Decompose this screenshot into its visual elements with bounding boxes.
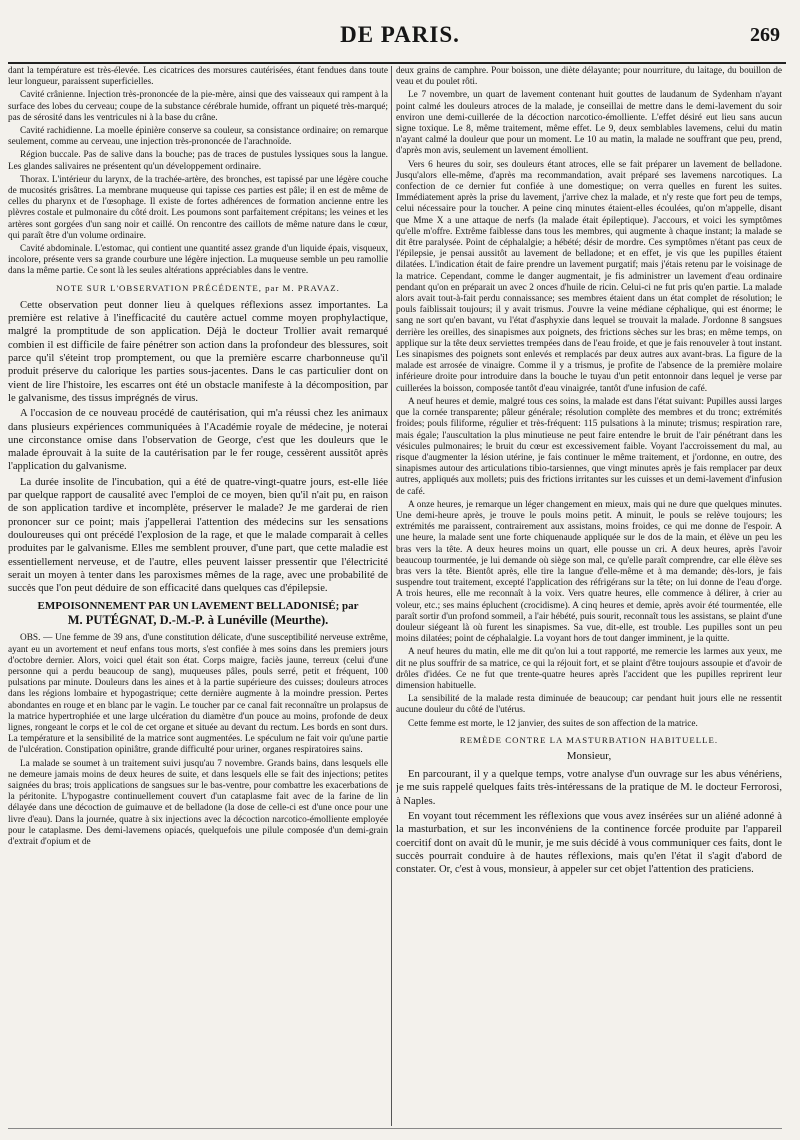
salutation: Monsieur,	[566, 749, 612, 762]
paragraph: En parcourant, il y a quelque temps, votre analyse d'un ouvrage sur les abus vénériens, je me suis rappelé quelques faits très-intéressans de la pratique de M. le docteur Ferrorosi, à Naples.	[396, 769, 782, 807]
paragraph: Cette femme est morte, le 12 janvier, des suites de son affection de la matrice.	[408, 718, 698, 729]
paragraph: A onze heures, je remarque un léger changement en mieux, mais qui ne dure que quelques minutes. Une demi-heure après, je trouve le pouls moins petit. A minuit, le pouls se relève toujours; les extrémités me paraissent, contrairement aux assistans, moins froides, ce qui me donne de l'espoir. A une heure, la malade sent une forte chiquenaude appliquée sur le dos de la main, et élève un peu les bras vers la tête. A deux heures moins un quart, elle pousse un cri. A deux heures, après l'avoir beaucoup tourmentée, je lui demande où siège son mal, ce qu'elle paraît comprendre, car elle élève ses bras vers la tête. Bientôt après, elle tire la langue d'elle-même et à ma demande; dès-lors, je fais suspendre tout traitement, excepté l'application des réfrigérans sur la tête; on lui donne de l'eau d'orge. A trois heures, elle me reconnaît à la voix. Vers quatre heures, elle commence à délirer, à crier au voleur, etc.; ses mains épluchent (crocidisme). A cinq heures et demie, après avoir été tourmentée, elle paraît sortir d'un profond sommeil, a l'air hébété, puis sourit, reconnaît tous les assistans, se plaint d'une douleur siégeant là où furent les sinapismes. Sa vue, dit-elle, est trouble. Les pupilles sont un peu moins dilatées; point de céphalalgie. La voyant hors de tout danger imminent, je la quitte.	[396, 499, 782, 645]
paragraph: A neuf heures et demie, malgré tous ces soins, la malade est dans l'état suivant: Pupilles aussi larges que la cornée transparente; pâleur générale; résolution complète des membres et du tronc; extrémités froides; pouls filiforme, régulier et très-fréquent: 115 pulsations à la minute; trismus; respiration rare, mais égale; l'auscultation la plus minutieuse ne peut faire entendre le bruit de l'air pénétrant dans les vésicules pulmonaires; le bruit du cœur est excessivement faible. Voyant l'accroissement du mal, au risque d'augmenter la lésion utérine, je fais continuer le même traitement, et j'ordonne, en outre, des sinapismes autour des articulations tibio-tarsiennes, que vingt minutes après je fais remplacer par deux autres, appliqués aux mollets; puis des frictions irritantes sur les cuisses et un demi-lavement d'infusion de café.	[396, 396, 782, 497]
paragraph: Thorax. L'intérieur du larynx, de la trachée-artère, des bronches, est tapissé par une légère couche de mucosités grisâtres. La membrane muqueuse qui tapisse ces parties est pâle; il en est de même de celles du pharynx et de l'œsophage. Il existe de fortes adhérences de formation ancienne entre les plèvres costale et pulmonaire du côté droit. Les poumons sont parfaitement crépitans; les veines et les artères sont gorgées d'un sang noir et caillé. On rencontre des caillots de même nature dans le cœur, qui paraît être d'un volume ordinaire.	[8, 174, 388, 241]
bottom-rule	[8, 1128, 782, 1129]
paragraph: dant la température est très-élevée. Les cicatrices des morsures cautérisées, étant fendues dans toute leur longueur, paraissent superficielles.	[8, 66, 388, 88]
paragraph: Région buccale. Pas de salive dans la bouche; pas de traces de pustules lyssiques sous la langue. Les glandes salivaires ne présentent qu'un développement ordinaire.	[8, 150, 388, 172]
paragraph: Cavité crânienne. Injection très-prononcée de la pie-mère, ainsi que des vaisseaux qui rampent à la surface des lobes du cerveau; coupe de la substance cérébrale humide, offrant un piqueté très-marqué; pas de sérosité dans les ventricules ni à la base du crâne.	[8, 90, 388, 123]
paragraph: A neuf heures du matin, elle me dit qu'on lui a tout rapporté, me remercie les larmes aux yeux, me dit ne plus souffrir de sa matrice, ce qui la réjouit fort, et se plaint d'être toujours assoupie et d'avoir de drôles d'idées. Ce ne fut que trente-quatre heures après l'accident que les pupilles reprirent leur dimension habituelle.	[396, 647, 782, 691]
article-author: M. PUTÉGNAT, D.-M.-P. à Lunéville (Meurthe).	[67, 613, 329, 628]
paragraph: A l'occasion de ce nouveau procédé de cautérisation, qui m'a réussi chez les animaux dans plusieurs expériences communiquées à l'Académie royale de médecine, je noterai une circonstance omise dans l'observation de George, c'est que les douleurs que le malade éprouvait à la suite de la cautérisation par le fer rouge, cessèrent aussitôt après l'application du galvanisme.	[8, 408, 388, 473]
paragraph: OBS. — Une femme de 39 ans, d'une constitution délicate, d'une susceptibilité nerveuse extrême, ayant eu un avortement et neuf enfans tous morts, s'est confiée à mes soins dans les premiers jours d'octobre dernier. Alors, voici quel était son état. Corps maigre, faciès jaune, terreux (celui d'une personne qui a perdu beaucoup de sang), muqueuses pâles, pouls serré, petit et fréquent, 100 pulsations par minute. Douleurs dans les aines et à la partie supérieure des cuisses; douleurs atroces dans les régions lombaire et hypogastrique; cette dernière augmente à la moindre pression. Pertes abondantes en rouge et en blanc par le vagin. Le toucher par ce canal fait reconnaître un prolapsus de la matrice hypertrophiée et une large ulcération du diamètre d'un pouce au moins, profonde de deux lignes, rongeant le corps et le col de cet organe et située au devant du rectum. Les bords en sont durs. La température et la sensibilité de la matrice sont augmentées. Le spéculum ne fait voir qu'une partie de l'ulcération. Constipation opiniâtre, grande difficulté pour uriner, organes respiratoires sains.	[8, 633, 388, 756]
paragraph: La durée insolite de l'incubation, qui a été de quatre-vingt-quatre jours, est-elle liée par quelque rapport de causalité avec l'emploi de ce moyen, bien qu'il n'ait pu, en raison de son application tardive et incomplète, préserver le malade? Je me garderai de rien prononcer sur ce point; mais j'appellerai l'attention des médecins sur les sensations douloureuses qui ont précédé l'explosion de la rage, et que le malade comparait à celles produites par le galvanisme. Elles me semblent prouver, d'une part, que cette maladie est essentiellement nerveuse, et de l'autre, elles peuvent laisser pressentir que l'électricité serait un moyen à tenter dans les paroxismes mêmes de la rage, avec une probabilité de succès que l'on peut déduire de son efficacité dans quelques cas d'épilepsie.	[8, 476, 388, 595]
article-title: EMPOISONNEMENT PAR UN LAVEMENT BELLADONISÉ; par	[37, 600, 359, 613]
paragraph: La malade se soumet à un traitement suivi jusqu'au 7 novembre. Grands bains, dans lesquels elle ne demeure jamais moins de deux heures de suite, et dans lesquels elle se fait des injections; petites saignées du bras; trois applications de sangsues sur le bas-ventre, pour combattre les exacerbations de la péritonite. L'hypogastre continuellement couvert d'un cataplasme fait avec de la farine de lin délayée dans une décoction de guimauve et de belladone (la dose de celle-ci est d'une once pour une livre d'eau). Dans la journée, quatre à six injections avec la décoction narcotico-émolliente employée pour le cataplasme. Des demi-lavemens opiacés, quelquefois une pilule composée d'un demi-grain d'extrait d'opium et de	[8, 758, 388, 848]
column-divider	[391, 66, 392, 1126]
paragraph: Vers 6 heures du soir, ses douleurs étant atroces, elle se fait préparer un lavement de belladone. Jusqu'alors elle-même, d'après ma recommandation, avait préparé ses lavemens narcotiques. La confection de ce dernier fut confiée à une domestique; on verra quelles en furent les suites. Immédiatement après la prise du lavement, j'arrive chez la malade, et n'y reste que fort peu de temps, celui nécessaire pour la toucher. A peine cinq minutes étaient-elles écoulées, qu'on m'appelle, disant que Mme X a une attaque de nerfs (la malade était épileptique). J'accours, et voici les symptômes qu'elle m'offre. Extrême faiblesse dans tous les membres, qui augmente à chaque instant; la malade se dit être paralysée. Point de céphalalgie; a hébété; désir de mordre. Ces symptômes n'étant pas ceux de l'épilepsie, je pensai aussitôt au lavement de belladone; et en effet, je vis que les pupilles étaient dilatées. L'indication était de faire prendre un lavement purgatif; mais j'étais retenu par le voisinage de la matrice. Cependant, comme le danger augmentait, je fis administrer un lavement d'eau ordinaire pendant qu'on en préparait un avec 2 onces d'huile de ricin. Celui-ci ne fut pris qu'en partie. La malade alors avait tout-à-fait perdu connaissance; ses membres étaient dans un état complet de résolution; le pouls faiblissait toujours; il y avait trismus. J'ouvre la veine médiane céphalique, qui est énorme; le sang ne sort qu'en bavant, vu l'état d'asphyxie dans lequel se trouvait la malade. J'ordonne 8 sangsues derrière les oreilles, des sinapismes aux poignets, des frictions sèches sur les bras; en même temps, on applique sur la tête deux serviettes trempées dans de l'eau froide, et que je fais renouveler à tout instant. Les sinapismes des poignets sont enlevés et remplacés par deux autres aux avant-bras. La figure de la malade est arrosée de vinaigre. Comme il y a trismus, je profite de l'absence de la première molaire inférieure droite pour introduire dans la bouche le tuyau d'un petit entonnoir dans lequel je verse par cuillerées la boisson, composée tantôt d'eau vinaigrée, tantôt d'une infusion de café.	[396, 159, 782, 394]
header-rule	[8, 62, 786, 64]
left-column	[8, 66, 388, 1126]
paragraph: Cette observation peut donner lieu à quelques réflexions assez importantes. La première est relative à l'inefficacité du cautère actuel comme moyen prophylactique, malgré la promptitude de son application. Déjà le docteur Trollier avait remarqué combien il est difficile de faire pénétrer son action dans la profondeur des blessures, soit parce qu'il s'éteint trop promptement, ou que la première escarre charbonneuse qu'il produit préserve du calorique les parties sous-jacentes. Dans le cas particulier dont on vient de lire l'histoire, les escarres ont été un obstacle manifeste à la décomposition, par le galvanisme, des tissus imprégnés de virus.	[8, 299, 388, 404]
page-number: 269	[750, 24, 780, 46]
running-title: DE PARIS.	[340, 22, 460, 47]
page-header	[0, 22, 800, 62]
paragraph: La sensibilité de la malade resta diminuée de beaucoup; car pendant huit jours elle ne ressentit aucune douleur du côté de l'utérus.	[396, 694, 782, 716]
right-column	[396, 66, 782, 1126]
paragraph: En voyant tout récemment les réflexions que vous avez insérées sur un aliéné adonné à la masturbation, et sur les inconvéniens de la continence forcée produite par l'appareil coercitif dont on avait dû le munir, je me suis décidé à vous communiquer ces faits, dont le succès pourrait conduire à de hautes réflexions, mais qu'en l'état il s'agit d'abord de constater. Or, c'est à vous, monsieur, à appeler sur cet objet l'attention des praticiens.	[396, 811, 782, 876]
paragraph: Le 7 novembre, un quart de lavement contenant huit gouttes de laudanum de Sydenham n'ayant point calmé les douleurs atroces de la malade, je conseillai de mettre dans le demi-lavement du soir environ une demi-cuillerée de la décoction narcotico-émolliente. L'effet désiré eut lieu sans aucun signe toxique. Le 8, même traitement, même effet. Le 9, deux semblables lavemens, celui du matin n'ayant calmé la douleur que pour un moment. Le 10 au matin, la malade ne souffrant que peu, prend, d'après mon avis, seulement un lavement émollient.	[396, 90, 782, 157]
article-heading	[8, 599, 388, 627]
paragraph: Cavité rachidienne. La moelle épinière conserve sa couleur, sa consistance ordinaire; on remarque seulement, comme au cerveau, une injection très-prononcée de l'arachnoïde.	[8, 126, 388, 148]
paragraph: deux grains de camphre. Pour boisson, une diète délayante; pour nourriture, du laitage, du bouillon de veau et du poulet rôti.	[396, 66, 782, 88]
section-heading: REMÈDE CONTRE LA MASTURBATION HABITUELLE.	[459, 734, 719, 745]
section-heading: NOTE SUR L'OBSERVATION PRÉCÉDENTE, par M. PRAVAZ.	[56, 282, 340, 293]
paragraph: Cavité abdominale. L'estomac, qui contient une quantité assez grande d'un liquide épais, visqueux, incolore, présente vers sa grande courbure une légère injection. La muqueuse semble un peu ramollie dans la même partie. Ce sont là les seules altérations appréciables dans le ventre.	[8, 244, 388, 277]
